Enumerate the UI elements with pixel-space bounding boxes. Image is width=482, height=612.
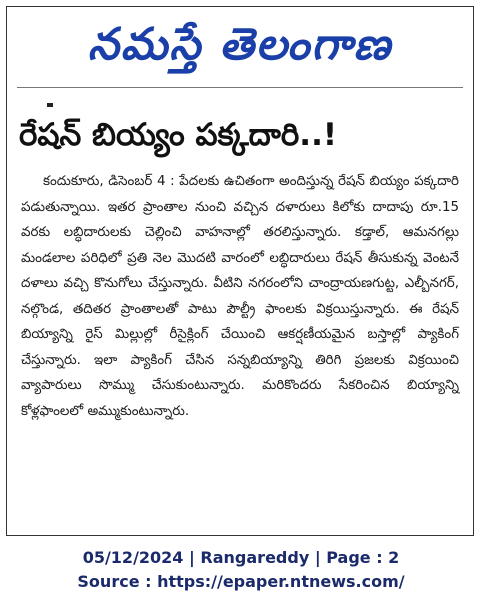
newspaper-masthead: నమస్తే తెలంగాణ	[87, 19, 393, 70]
masthead-divider	[17, 87, 463, 88]
article-headline: రేషన్ బియ్యం పక్కదారి..!	[19, 117, 338, 153]
headline-marker	[47, 103, 53, 107]
clipping-source: Source : https://epaper.ntnews.com/	[77, 572, 405, 591]
article-body: కందుకూరు, డిసెంబర్ 4 : పేదలకు ఉచితంగా అందిస్తున్న రేషన్ బియ్యం పక్కదారి పడుతున్నాయి. ఇతర ప్రాంతాల నుంచి వచ్చిన దళారులు కిలోకు దాదాపు రూ.15 వరకు లబ్ధిదారులకు చెల్లించి వాహనాల్లో తరలిస్తున్నారు. కడ్తాల్, ఆమనగల్లు మండలాల పరిధిలో ప్రతి నెల మొదటి వారంలో లబ్ధిదారులు రేషన్ తీసుకున్న వెంటనే దళాలు వచ్చి కొనుగోలు చేస్తున్నారు. వీటిని నగరంలోని చాంద్రాయణగుట్ట, ఎల్బీనగర్, నల్గొండ, తదితర ప్రాంతాలతో పాటు పౌల్ట్రీ ఫాంలకు విక్రయిస్తున్నారు. ఈ రేషన్ బియ్యాన్ని రైస్ మిల్లుల్లో రీసైక్లింగ్ చేయించి ఆకర్షణీయమైన బస్తాల్లో ప్యాకింగ్ చేస్తున్నారు. ఇలా ప్యాకింగ్ చేసిన సన్నబియ్యాన్ని తిరిగి ప్రజలకు విక్రయించి వ్యాపారులు సొమ్ము చేసుకుంటున్నారు. మరికొందరు సేకరించిన బియ్యాన్ని కోళ్లఫాంలలో అమ్ముకుంటున్నారు.	[21, 174, 459, 419]
clipping-meta: 05/12/2024 | Rangareddy | Page : 2	[82, 548, 400, 567]
newspaper-clipping	[6, 6, 474, 536]
